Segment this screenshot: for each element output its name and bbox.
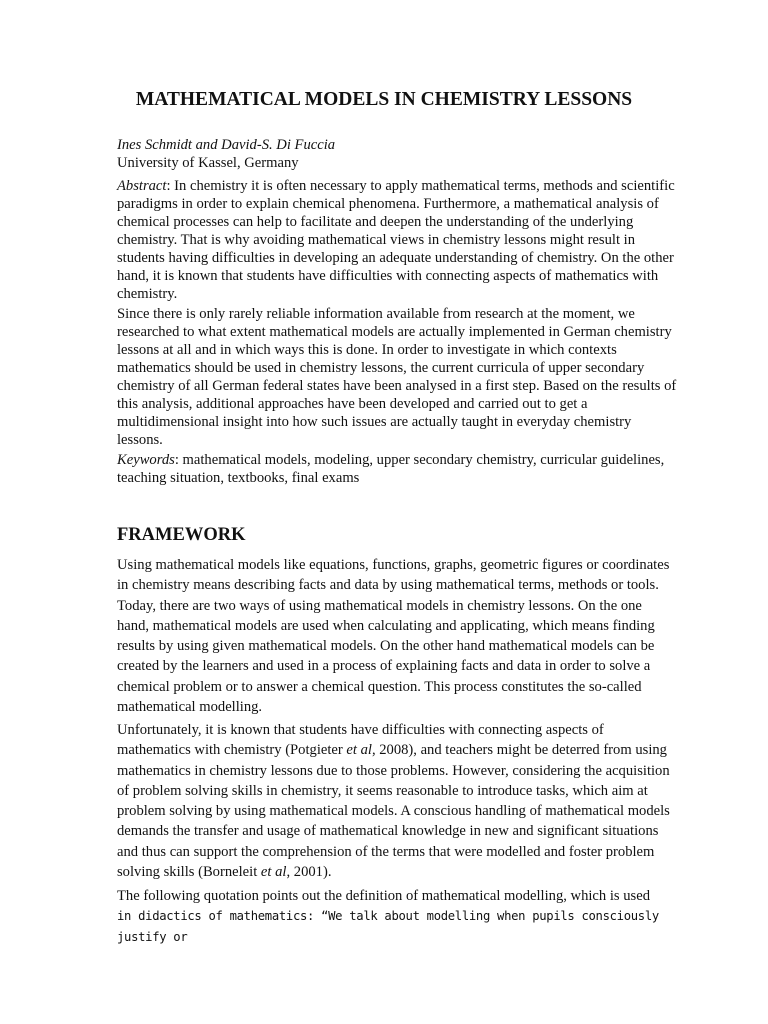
citation-et-al-2: et al: [260, 864, 287, 881]
abstract-paragraph: [117, 177, 677, 303]
framework-paragraph-3: [117, 886, 677, 947]
framework-paragraph-1: Using mathematical models like equations, functions, graphs, geometric figures or coordinates in chemistry means describing facts and data by using mathematical terms, methods or tools. Today, there are two ways of using mathematical models in chemistry lessons. On the one hand, mathematical models are used when calculating and applicating, which means finding results by using given mathematical models. On the other hand mathematical models can be created by the learners and used in a process of explaining facts and data in order to solve a chemical problem or to answer a chemical question. This process constitutes the so-called mathematical modelling.: [117, 557, 670, 716]
author-affiliation: University of Kassel, Germany: [117, 155, 299, 171]
keywords-text: : mathematical models, modeling, upper secondary chemistry, curricular guidelines, teaching situation, textbooks, final exams: [117, 452, 665, 486]
framework-p3-line-2: in didactics of mathematics: “We talk about modelling when pupils consciously justify or: [117, 909, 659, 944]
framework-p3-line-1: The following quotation points out the definition of mathematical modelling, which is used: [117, 888, 650, 904]
framework-paragraph-2: [117, 720, 677, 882]
section-heading-framework: FRAMEWORK: [117, 525, 246, 545]
abstract-label: Abstract: [117, 178, 167, 194]
paper-title: MATHEMATICAL MODELS IN CHEMISTRY LESSONS: [135, 89, 633, 110]
framework-p2-part-b: , 2008), and teachers might be deterred from using mathematics in chemistry lessons due to those problems. However, considering the acquisition of problem solving skills in chemistry, it seems reasonable to introduce tasks, which aim at problem solving by using mathematical models. A conscious handling of mathematical models demands the transfer and usage of mathematical knowledge in new and significant situations and thus can support the comprehension of the terms that were modelled and foster problem solving skills (Borneleit: [117, 742, 670, 881]
author-block: [117, 136, 677, 172]
keywords-paragraph: [117, 451, 677, 487]
citation-et-al-1: et al: [346, 742, 372, 759]
framework-p2-part-c: , 2001).: [286, 864, 332, 881]
abstract-text: : In chemistry it is often necessary to apply mathematical terms, methods and scientific paradigms in order to explain chemical phenomena. Furthermore, a mathematical analysis of chemical processes can help to facilitate and deepen the understanding of the underlying chemistry. That is why avoiding mathematical views in chemistry lessons might result in students having difficulties in developing an adequate understanding of chemistry. On the other hand, it is known that students have difficulties with connecting aspects of mathematics with chemistry.: [117, 178, 675, 302]
abstract-paragraph-2: Since there is only rarely reliable information available from research at the moment, we researched to what extent mathematical models are actually implemented in German chemistry lessons at all and in which ways this is done. In order to investigate in which contexts mathematics should be used in chemistry lessons, the current curricula of upper secondary chemistry of all German federal states have been analysed in a first step. Based on the results of this analysis, additional approaches have been developed and carried out to get a multidimensional insight into how such issues are actually taught in everyday chemistry lessons.: [117, 306, 677, 448]
keywords-label: Keywords: [117, 452, 175, 468]
framework-p2-part-a: Unfortunately, it is known that students have difficulties with connecting aspects of mathematics with chemistry (Potgieter: [117, 722, 604, 759]
author-names: Ines Schmidt and David-S. Di Fuccia: [117, 137, 336, 153]
